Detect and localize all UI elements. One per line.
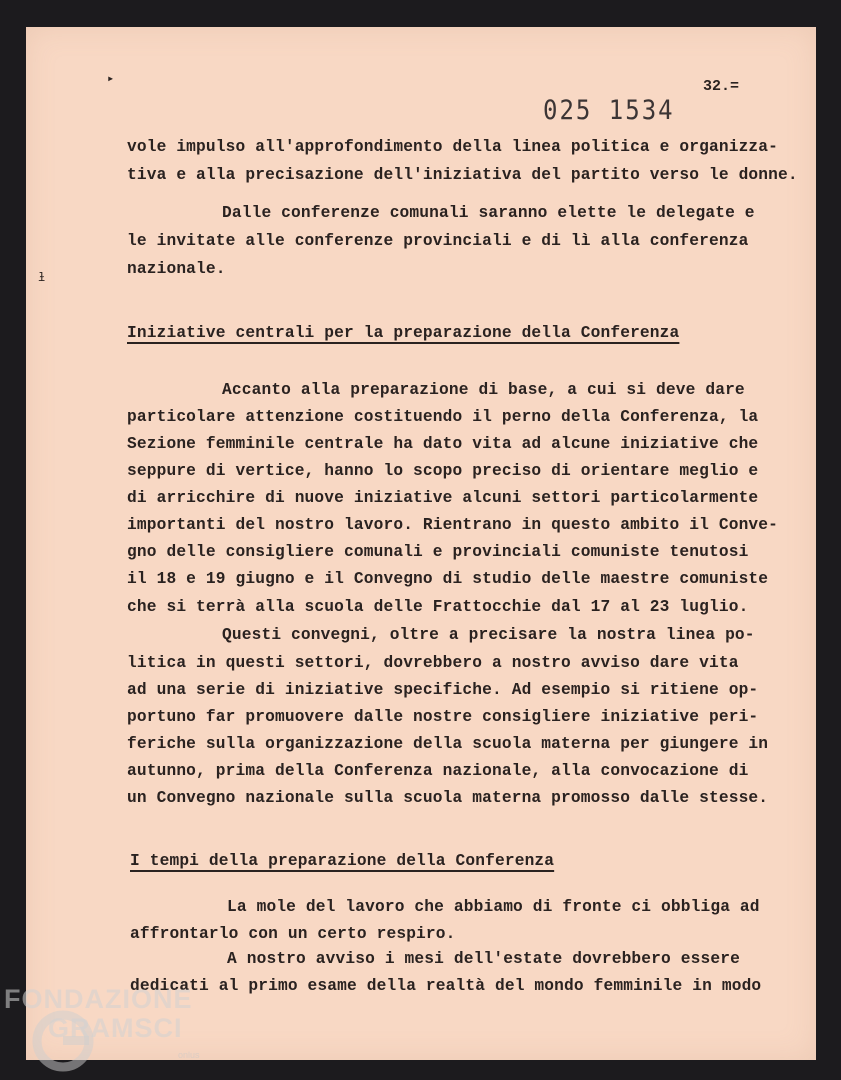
text-line: particolare attenzione costituendo il perno della Conferenza, la: [127, 408, 759, 426]
section-heading: I tempi della preparazione della Conferenza: [130, 852, 555, 870]
text-line: importanti del nostro lavoro. Rientrano in questo ambito il Conve-: [127, 516, 779, 534]
text-line: le invitate alle conferenze provinciali e di lì alla conferenza: [127, 232, 749, 250]
text-line: un Convegno nazionale sulla scuola materna promosso dalle stesse.: [127, 789, 769, 807]
text-line: autunno, prima della Conferenza nazionale, alla convocazione di: [127, 762, 749, 780]
ink-mark: ▸: [107, 72, 115, 86]
text-line: portuno far promuovere dalle nostre consigliere iniziative peri-: [127, 708, 759, 726]
watermark-line-2: GRAMSCI: [48, 1013, 183, 1043]
text-line: feriche sulla organizzazione della scuola materna per giungere in: [127, 735, 769, 753]
text-line: Questi convegni, oltre a precisare la nostra linea po-: [222, 626, 755, 644]
text-line: di arricchire di nuove iniziative alcuni settori particolarmente: [127, 489, 759, 507]
section-heading: Iniziative centrali per la preparazione della Conferenza: [127, 324, 680, 342]
text-line: nazionale.: [127, 260, 226, 278]
ink-mark: ɫ: [38, 271, 46, 285]
text-line: dedicati al primo esame della realtà del mondo femminile in modo: [130, 977, 762, 995]
text-line: La mole del lavoro che abbiamo di fronte ci obbliga ad: [227, 898, 760, 916]
text-line: ad una serie di iniziative specifiche. Ad esempio si ritiene op-: [127, 681, 759, 699]
text-line: Accanto alla preparazione di base, a cui si deve dare: [222, 381, 745, 399]
text-line: litica in questi settori, dovrebbero a nostro avviso dare vita: [127, 654, 739, 672]
text-line: che si terrà alla scuola delle Frattocchie dal 17 al 23 luglio.: [127, 598, 749, 616]
text-line: tiva e alla precisazione dell'iniziativa del partito verso le donne.: [127, 166, 798, 184]
watermark: [4, 985, 193, 1043]
watermark-line-1: FONDAZIONE: [4, 984, 193, 1014]
text-line: Dalle conferenze comunali saranno elette le delegate e: [222, 204, 755, 222]
text-line: A nostro avviso i mesi dell'estate dovrebbero essere: [227, 950, 740, 968]
text-line: affrontarlo con un certo respiro.: [130, 925, 456, 943]
text-line: Sezione femminile centrale ha dato vita ad alcune iniziative che: [127, 435, 759, 453]
page-number: 32.=: [703, 78, 740, 95]
text-line: gno delle consigliere comunali e provinciali comuniste tenutosi: [127, 543, 749, 561]
archive-stamp: 025 1534: [543, 94, 675, 126]
text-line: seppure di vertice, hanno lo scopo preciso di orientare meglio e: [127, 462, 759, 480]
watermark-sub: onlus: [178, 1050, 200, 1060]
text-line: vole impulso all'approfondimento della linea politica e organizza-: [127, 138, 779, 156]
text-line: il 18 e 19 giugno e il Convegno di studio delle maestre comuniste: [127, 570, 769, 588]
